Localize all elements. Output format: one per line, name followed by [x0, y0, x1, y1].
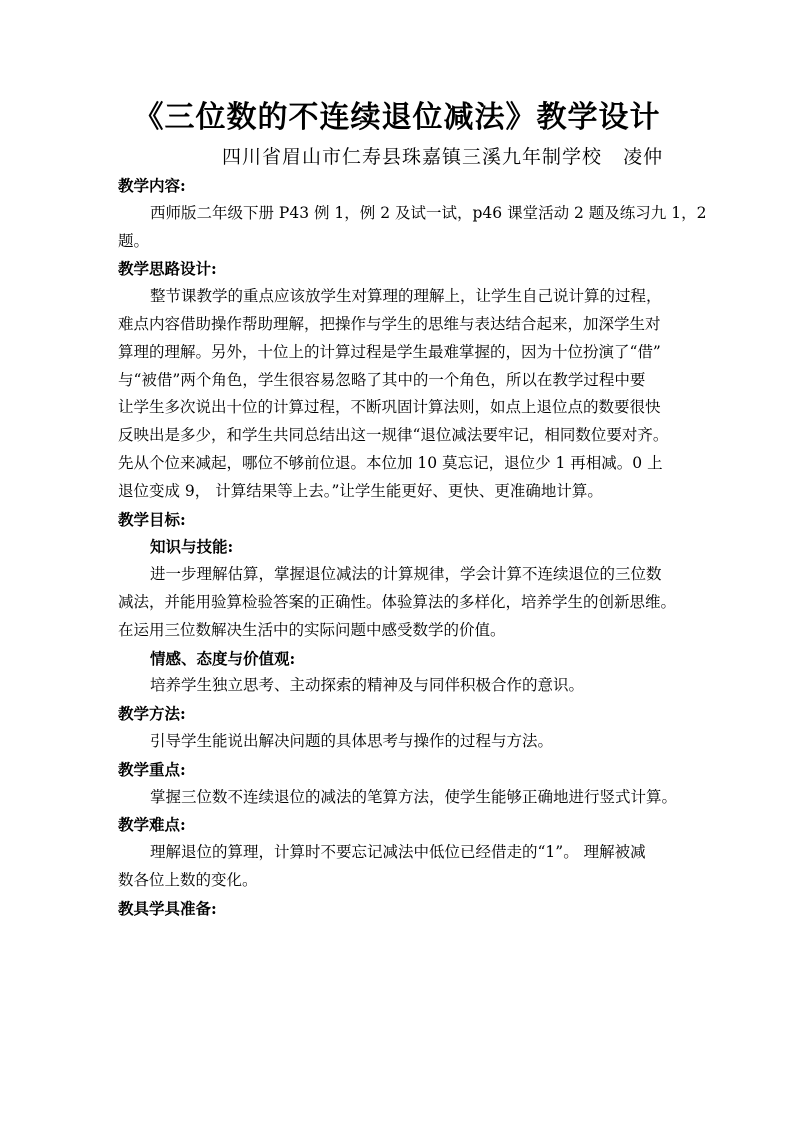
subheading-knowledge: 知识与技能: — [150, 537, 234, 557]
document-title: 《三位数的不连续退位减法》教学设计 — [133, 100, 661, 135]
design-line: 退位变成 9， 计算结果等上去。”让学生能更好、更快、更准确地计算。 — [118, 481, 603, 500]
emotion-text: 培养学生独立思考、主动探索的精神及与同伴积极合作的意识。 — [150, 676, 585, 695]
section-heading-method: 教学方法: — [118, 704, 186, 724]
section-heading-key-points: 教学重点: — [118, 759, 186, 779]
knowledge-line: 减法，并能用验算检验答案的正确性。体验算法的多样化，培养学生的创新思维。 — [118, 592, 677, 611]
design-line: 让学生多次说出十位的计算过程，不断巩固计算法则，如点上退位点的数要很快 — [118, 398, 661, 417]
content-line: 西师版二年级下册 P43 例 1，例 2 及试一试，p46 课堂活动 2 题及练习九 1，2 — [150, 203, 707, 222]
section-heading-tools: 教具学具准备: — [118, 898, 217, 918]
document-body — [118, 172, 707, 923]
design-line: 整节课教学的重点应该放学生对算理的理解上，让学生自己说计算的过程， — [150, 287, 662, 306]
design-line: 与“被借”两个角色，学生很容易忽略了其中的一个角色，所以在教学过程中要 — [118, 370, 646, 389]
difficulty-line: 理解退位的算理，计算时不要忘记减法中低位已经借走的“1”。 理解被减 — [150, 843, 646, 862]
author-line: 四川省眉山市仁寿县珠嘉镇三溪九年制学校 凌仲 — [222, 146, 664, 168]
design-line: 反映出是多少，和学生共同总结出这一规律“退位减法要牢记，相同数位要对齐。 — [118, 426, 669, 445]
design-line: 算理的理解。另外，十位上的计算过程是学生最难掌握的，因为十位扮演了“借” — [118, 342, 661, 361]
method-text: 引导学生能说出解决问题的具体思考与操作的过程与方法。 — [150, 731, 554, 750]
section-heading-content: 教学内容: — [118, 176, 186, 195]
key-points-text: 掌握三位数不连续退位的减法的笔算方法，使学生能够正确地进行竖式计算。 — [150, 787, 678, 806]
design-line: 难点内容借助操作帮助理解，把操作与学生的思维与表达结合起来，加深学生对 — [118, 314, 661, 333]
difficulty-line: 数各位上数的变化。 — [118, 870, 258, 889]
knowledge-line: 在运用三位数解决生活中的实际问题中感受数学的价值。 — [118, 620, 506, 639]
design-line: 先从个位来减起，哪位不够前位退。本位加 10 莫忘记，退位少 1 再相减。0 上 — [118, 453, 663, 472]
subheading-emotion: 情感、态度与价值观: — [150, 648, 296, 668]
section-heading-difficulties: 教学难点: — [118, 815, 186, 835]
section-heading-goals: 教学目标: — [118, 509, 186, 529]
knowledge-line: 进一步理解估算，掌握退位减法的计算规律，学会计算不连续退位的三位数 — [150, 565, 662, 584]
content-line: 题。 — [118, 231, 150, 250]
section-heading-design: 教学思路设计: — [118, 259, 217, 279]
